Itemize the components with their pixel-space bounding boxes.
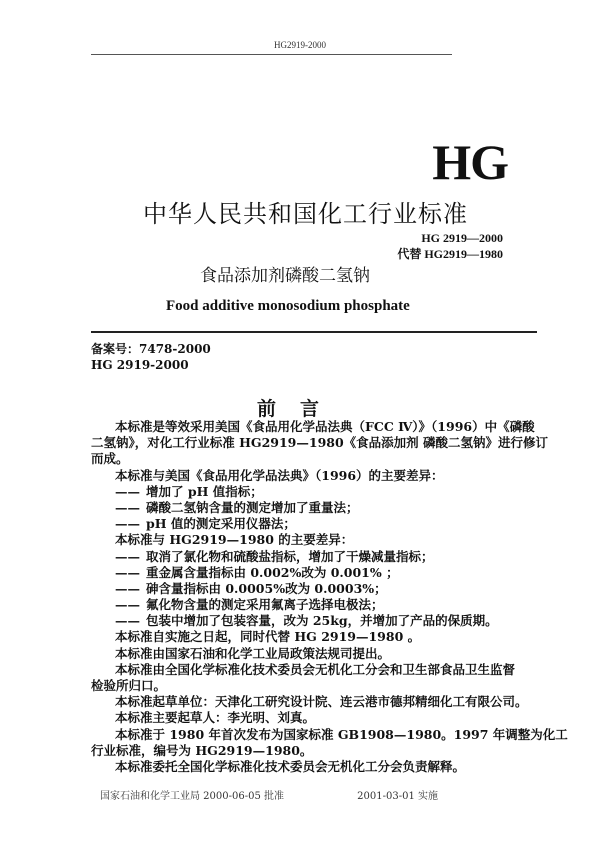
- dash-marker: ——: [115, 548, 140, 564]
- dash-list-item: [91, 549, 521, 565]
- paragraph-line: 本标准与美国《食品用化学品法典》（1996）的主要差异：: [115, 467, 444, 483]
- paragraph-line: 二氢钠》，对化工行业标准 HG2919—1980《食品添加剂 磷酸二氢钠》进行修订: [91, 435, 549, 451]
- dash-list-item: [91, 484, 521, 500]
- dash-marker: ——: [115, 516, 140, 532]
- paragraph-line: 本标准是等效采用美国《食品用化学品法典（FCC Ⅳ）》（1996）中《磷酸: [115, 419, 535, 434]
- paragraph-line: 行业标准，编号为 HG2919—1980。: [91, 742, 313, 758]
- dash-item-text: 增加了 pH 值指标；: [146, 483, 263, 499]
- paragraph-line: 本标准于 1980 年首次发布为国家标准 GB1908—1980。1997 年调整为化工: [115, 726, 568, 742]
- approval-footer: 国家石油和化学工业局 2000-06-05 批准: [100, 791, 285, 802]
- dash-marker: ——: [115, 499, 140, 515]
- paragraph-line: 检验所归口。: [91, 678, 167, 693]
- dash-item-text: 重金属含量指标由 0.002%改为 0.001% ；: [146, 564, 399, 580]
- title-chinese: 食品添加剂磷酸二氢钠: [200, 266, 370, 286]
- replaces-number: 代替 HG2919—1980: [397, 247, 503, 261]
- dash-marker: ——: [115, 613, 140, 629]
- dash-marker: ——: [115, 483, 140, 499]
- header-rule: [91, 54, 452, 55]
- dash-item-text: 包装中增加了包装容量，改为 25kg，并增加了产品的保质期。: [146, 613, 498, 629]
- paragraph-line: 本标准起草单位：天津化工研究设计院、连云港市德邦精细化工有限公司。: [115, 694, 528, 710]
- paragraph-line: 本标准由全国化学标准化技术委员会无机化工分会和卫生部食品卫生监督: [115, 661, 516, 677]
- standard-number: HG 2919—2000: [421, 231, 503, 245]
- dash-item-text: 砷含量指标由 0.0005%改为 0.0003%；: [146, 580, 387, 596]
- paragraph-line: 本标准自实施之日起，同时代替 HG 2919—1980 。: [115, 629, 421, 645]
- title-english: Food additive monosodium phosphate: [166, 298, 410, 314]
- running-header: HG2919-2000: [274, 40, 326, 50]
- paragraph-line: 而成。: [91, 451, 129, 467]
- dash-item-text: 氟化物含量的测定采用氟离子选择电极法；: [146, 597, 384, 613]
- standard-category: 中华人民共和国化工行业标准: [143, 200, 468, 228]
- paragraph-line: 本标准主要起草人：李光明、刘真。: [115, 710, 316, 726]
- section-title: 前言: [256, 398, 343, 420]
- hg-logo: HG: [432, 134, 508, 190]
- dash-item-text: 取消了氯化物和硫酸盐指标，增加了干燥减量指标；: [146, 548, 434, 564]
- dash-list-item: [91, 565, 521, 581]
- dash-marker: ——: [115, 580, 140, 596]
- dash-list-item: [91, 613, 521, 629]
- dash-item-text: 磷酸二氢钠含量的测定增加了重量法；: [146, 499, 359, 515]
- dash-list-item: [91, 597, 521, 613]
- dash-marker: ——: [115, 597, 140, 613]
- dash-list-item: [91, 581, 521, 597]
- dash-list-item: [91, 516, 521, 532]
- dash-marker: ——: [115, 564, 140, 580]
- paragraph-line: 本标准委托全国化学标准化技术委员会无机化工分会负责解释。: [115, 758, 466, 774]
- dash-item-text: pH 值的测定采用仪器法；: [146, 516, 296, 532]
- dash-list-item: [91, 500, 521, 516]
- record-standard-number: HG 2919-2000: [91, 358, 189, 372]
- paragraph-line: 本标准与 HG2919—1980 的主要差异：: [115, 532, 354, 548]
- foreword-body: [91, 419, 568, 775]
- effective-footer: 2001-03-01 实施: [357, 791, 438, 802]
- title-rule: [91, 331, 537, 333]
- paragraph-line: 本标准由国家石油和化学工业局政策法规司提出。: [115, 645, 391, 661]
- filing-number: 备案号：7478-2000: [91, 342, 211, 356]
